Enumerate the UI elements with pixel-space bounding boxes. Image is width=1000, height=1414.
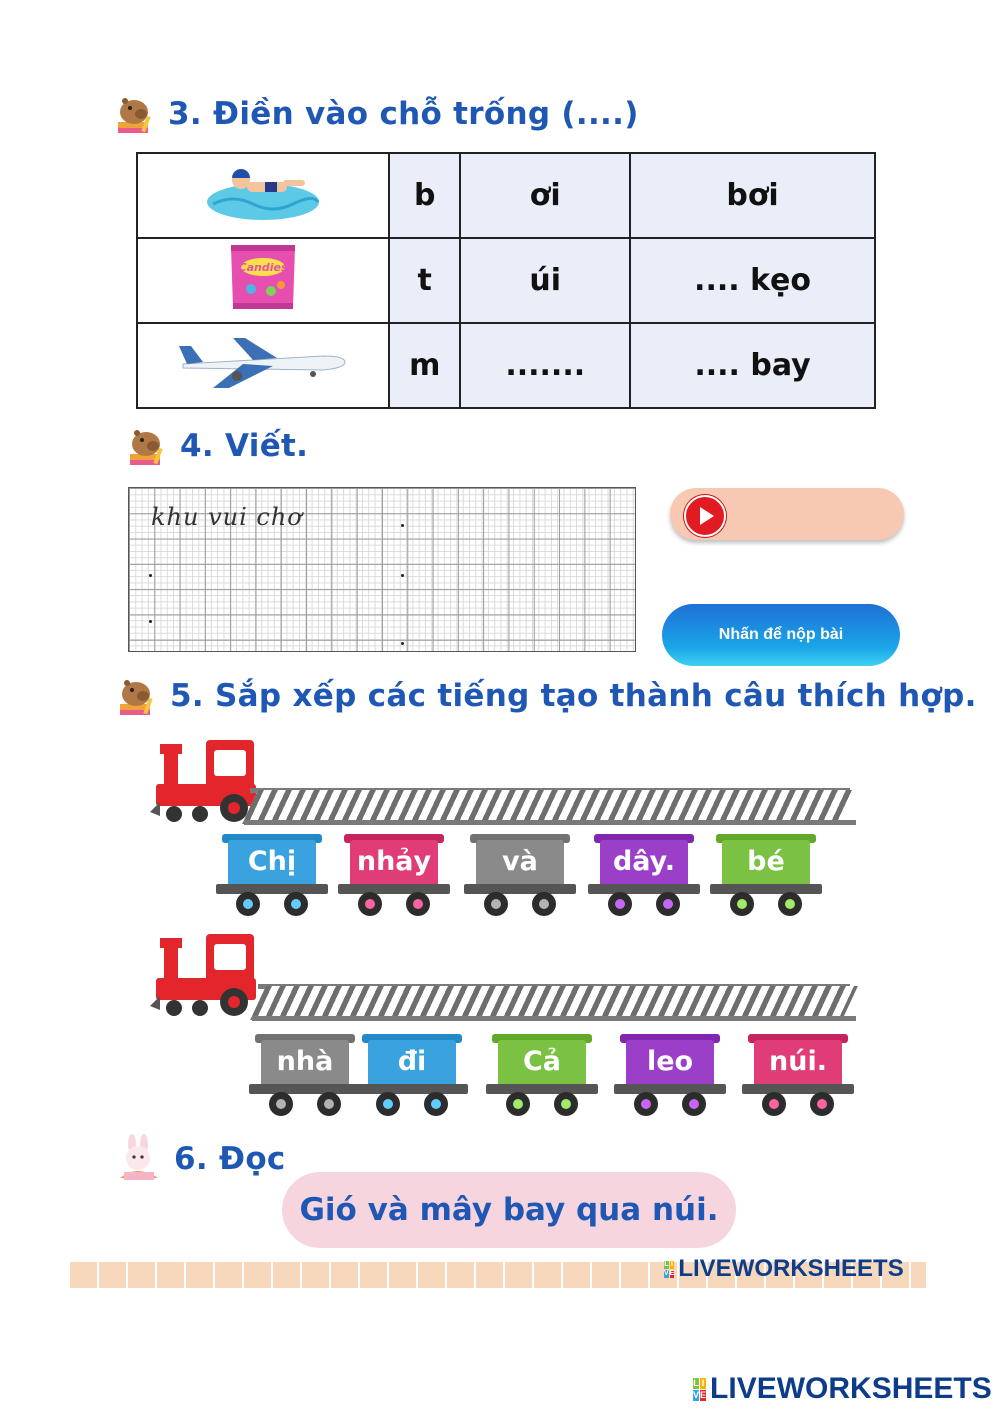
- rhyme-cell: ơi: [460, 153, 630, 238]
- wheel-hub: [641, 1099, 651, 1109]
- wheel-hub: [513, 1099, 523, 1109]
- section6-heading: [114, 1134, 286, 1184]
- table-row: [137, 323, 875, 408]
- wagon-word: nhà: [276, 1046, 334, 1077]
- wagon-base: [464, 884, 576, 894]
- wagon-word: và: [502, 846, 538, 877]
- wheel-icon: [506, 1092, 530, 1116]
- wagon-base: [710, 884, 822, 894]
- wagon-word: Cả: [522, 1046, 562, 1077]
- wagon-word: Chị: [247, 846, 297, 877]
- section6-title: 6. Đọc: [174, 1141, 286, 1177]
- wheel-hub: [365, 899, 375, 909]
- wagon-base: [249, 1084, 361, 1094]
- onset-cell: t: [389, 238, 460, 323]
- wheel-icon: [634, 1092, 658, 1116]
- section4-title: 4. Viết.: [180, 428, 309, 464]
- airplane-icon: [173, 332, 353, 392]
- wheel-hub: [769, 1099, 779, 1109]
- section5-heading: [116, 674, 977, 718]
- wheel-hub: [276, 1099, 286, 1109]
- wheel-hub: [561, 1099, 571, 1109]
- word-wagon[interactable]: [344, 840, 444, 918]
- rhyme-blank-cell[interactable]: .......: [460, 323, 630, 408]
- wheel-hub: [413, 899, 423, 909]
- writing-sample: khu vui chơ: [151, 503, 303, 531]
- wheel-hub: [324, 1099, 334, 1109]
- airplane-image-cell: [137, 323, 389, 408]
- grid-dot: [401, 574, 404, 577]
- wheel-icon: [730, 892, 754, 916]
- word-blank-cell[interactable]: .... bay: [630, 323, 875, 408]
- reading-sentence: Gió và mây bay qua núi.: [282, 1172, 736, 1248]
- wheel-hub: [689, 1099, 699, 1109]
- wheel-icon: [532, 892, 556, 916]
- locomotive-icon: [150, 934, 260, 1014]
- word-wagon[interactable]: [716, 840, 816, 918]
- grid-dot: [149, 574, 152, 577]
- wheel-hub: [785, 899, 795, 909]
- wheel-icon: [424, 1092, 448, 1116]
- liveworksheets-logo-text: LIVEWORKSHEETS: [710, 1372, 992, 1405]
- rail: [252, 1016, 856, 1021]
- wagon-word: leo: [646, 1046, 694, 1077]
- capybara-mascot-icon: [116, 674, 160, 718]
- audio-player[interactable]: [670, 488, 904, 540]
- wheel-icon: [810, 1092, 834, 1116]
- word-wagon[interactable]: [470, 840, 570, 918]
- word-cell: bơi: [630, 153, 875, 238]
- railway-track: [242, 790, 858, 824]
- wheel-hub: [539, 899, 549, 909]
- fill-in-table: [136, 152, 876, 409]
- section4-heading: [126, 424, 308, 468]
- wheel-icon: [608, 892, 632, 916]
- liveworksheets-logo-bottom[interactable]: [693, 1372, 992, 1406]
- grid-dot: [401, 642, 404, 645]
- wheel-hub: [291, 899, 301, 909]
- wheel-hub: [663, 899, 673, 909]
- liveworksheets-badge-icon: L I V E: [693, 1377, 707, 1400]
- liveworksheets-logo-text: LIVEWORKSHEETS: [678, 1255, 904, 1282]
- wheel-icon: [484, 892, 508, 916]
- word-wagon[interactable]: [222, 840, 322, 918]
- rail: [244, 820, 856, 825]
- wheel-icon: [656, 892, 680, 916]
- section5-title: 5. Sắp xếp các tiếng tạo thành câu thích hợp.: [170, 678, 977, 714]
- wagon-base: [486, 1084, 598, 1094]
- wheel-icon: [682, 1092, 706, 1116]
- wagon-word: dây.: [612, 846, 676, 877]
- section3-title: 3. Điền vào chỗ trống (....): [168, 96, 639, 132]
- wagon-word: bé: [747, 846, 785, 877]
- swimmer-icon: [203, 160, 323, 224]
- svg-text:Candies: Candies: [238, 260, 288, 274]
- wheel-icon: [358, 892, 382, 916]
- candy-bag-icon: [223, 241, 303, 313]
- wheel-icon: [317, 1092, 341, 1116]
- word-wagon[interactable]: [492, 1040, 592, 1118]
- rhyme-cell: úi: [460, 238, 630, 323]
- wagon-word: đi: [397, 1046, 427, 1077]
- wheel-icon: [269, 1092, 293, 1116]
- locomotive-icon: [150, 740, 260, 820]
- candies-image-cell: [137, 238, 389, 323]
- wagon-word: núi.: [769, 1046, 827, 1077]
- wheel-hub: [383, 1099, 393, 1109]
- grid-dot: [401, 524, 404, 527]
- wagon-base: [588, 884, 700, 894]
- wheel-hub: [491, 899, 501, 909]
- table-row: [137, 238, 875, 323]
- wagon-base: [742, 1084, 854, 1094]
- liveworksheets-logo: [664, 1255, 904, 1283]
- grid-dot: [149, 620, 152, 623]
- onset-cell: m: [389, 323, 460, 408]
- word-wagon[interactable]: [748, 1040, 848, 1118]
- wheel-hub: [737, 899, 747, 909]
- wheel-icon: [284, 892, 308, 916]
- wheel-icon: [406, 892, 430, 916]
- word-wagon[interactable]: [255, 1040, 355, 1118]
- wagon-base: [338, 884, 450, 894]
- word-blank-cell[interactable]: .... kẹo: [630, 238, 875, 323]
- word-wagon[interactable]: [620, 1040, 720, 1118]
- liveworksheets-badge-icon: L I V E: [664, 1260, 675, 1277]
- capybara-mascot-icon: [126, 424, 170, 468]
- play-icon[interactable]: [684, 495, 726, 537]
- wheel-icon: [236, 892, 260, 916]
- capybara-mascot-icon: [114, 92, 158, 136]
- wheel-icon: [376, 1092, 400, 1116]
- word-wagon[interactable]: [362, 1040, 462, 1118]
- railway-track: [250, 986, 858, 1020]
- wheel-hub: [615, 899, 625, 909]
- word-wagon[interactable]: [594, 840, 694, 918]
- table-row: [137, 153, 875, 238]
- wheel-icon: [762, 1092, 786, 1116]
- swimmer-image-cell: [137, 153, 389, 238]
- wheel-hub: [431, 1099, 441, 1109]
- wheel-hub: [243, 899, 253, 909]
- wagon-base: [614, 1084, 726, 1094]
- wheel-icon: [554, 1092, 578, 1116]
- bunny-reading-icon: [114, 1134, 164, 1184]
- wagon-base: [356, 1084, 468, 1094]
- writing-grid[interactable]: [128, 487, 636, 652]
- wagon-base: [216, 884, 328, 894]
- wagon-word: nhảy: [356, 846, 432, 877]
- wheel-icon: [778, 892, 802, 916]
- onset-cell: b: [389, 153, 460, 238]
- section3-heading: [114, 92, 639, 136]
- submit-button[interactable]: Nhấn để nộp bài: [662, 604, 900, 666]
- wheel-hub: [817, 1099, 827, 1109]
